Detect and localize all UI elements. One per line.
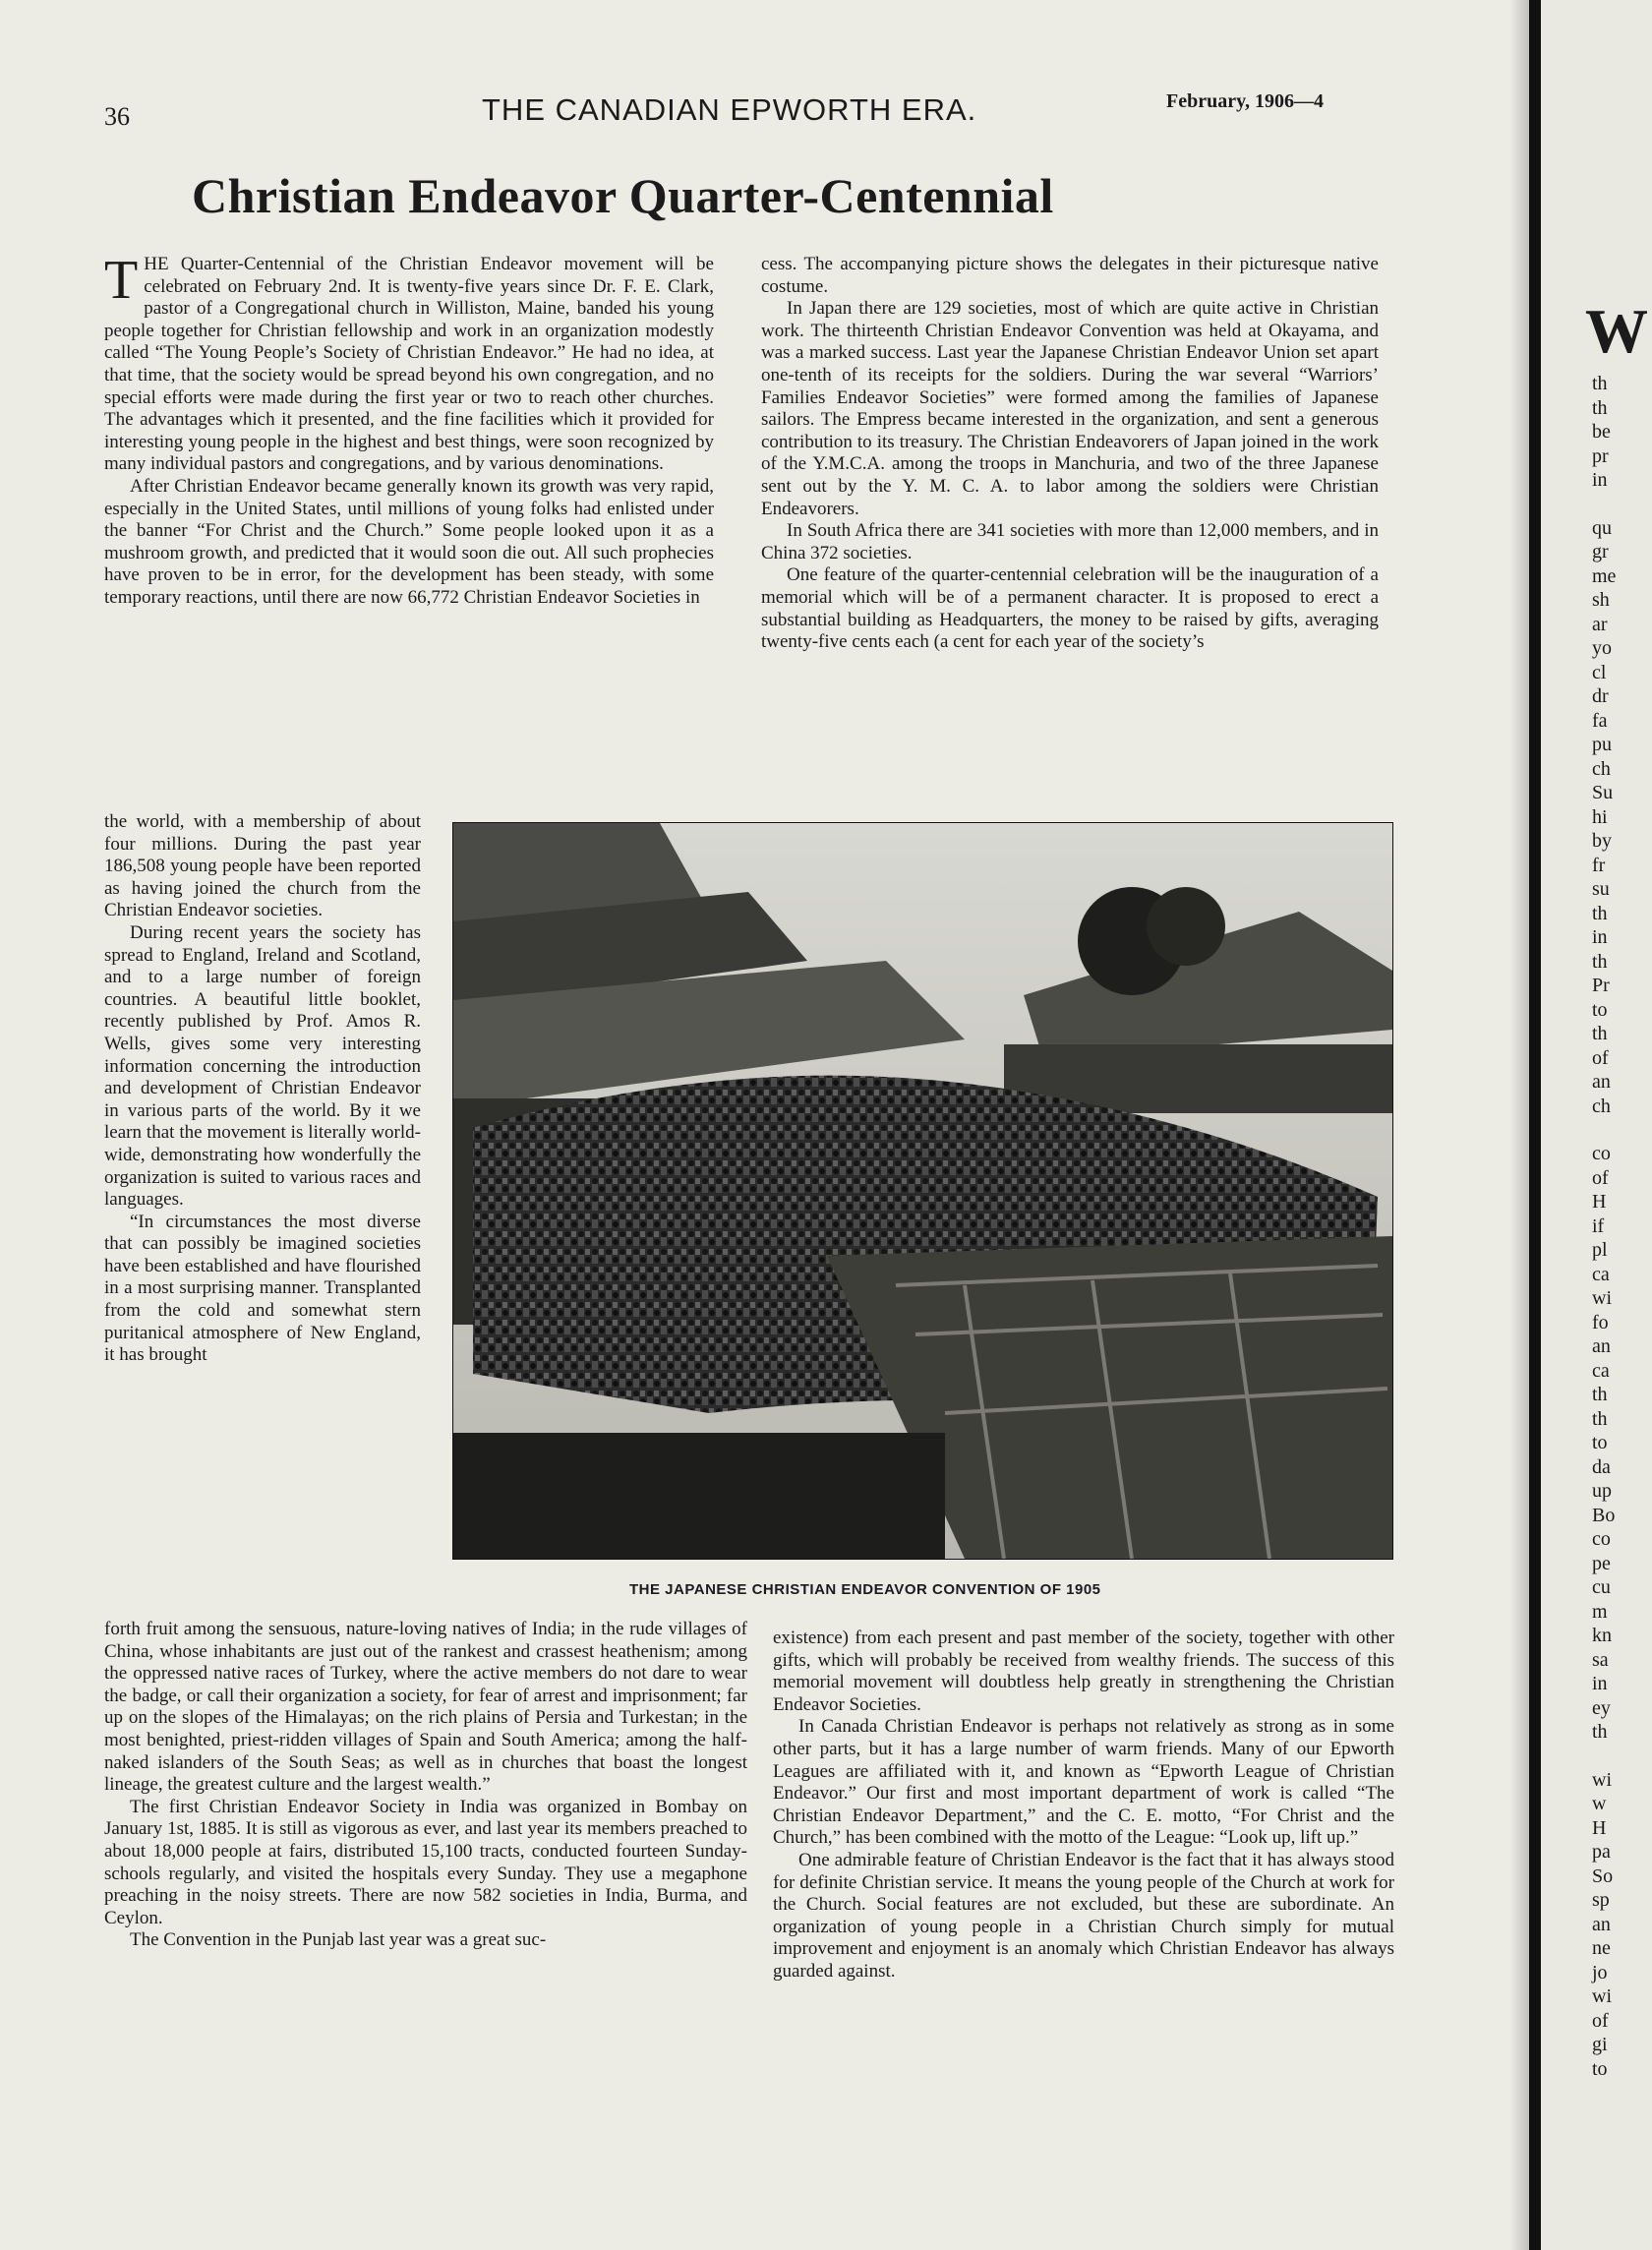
photo-illustration [453, 823, 1392, 1559]
adjacent-page-fragment-line: of [1592, 1166, 1609, 1189]
adjacent-page-fragment-line: pu [1592, 734, 1612, 755]
paragraph: One admirable feature of Christian Endeavor is the fact that it has always stood for definite Christian service. It means the young people of the Church at work for the Church. Social features are not excluded, but these are subordinate. An organization of young people in a Christian Church simply for mutual improvement and enjoyment is an anomaly which Christian Endeavor has always guarded against. [773, 1849, 1394, 1982]
paragraph: “In circumstances the most diverse that can possibly be imagined societies have been established and have flourished in a most surprising manner. Transplanted from the cold and somewhat stern puritanical atmosphere of New England, it has brought [104, 1211, 421, 1366]
adjacent-page-fragment-line: gr [1592, 541, 1609, 562]
adjacent-page-fragment-line: in [1592, 1673, 1608, 1694]
publication-title: THE CANADIAN EPWORTH ERA. [482, 92, 977, 127]
adjacent-page-fragment-line: in [1592, 469, 1608, 491]
adjacent-page-fragment-line: ne [1592, 1937, 1611, 1959]
adjacent-page-fragment-line: H [1592, 1191, 1607, 1213]
page-gutter-shadow [1509, 0, 1529, 2250]
adjacent-page-fragment-line: ca [1592, 1263, 1610, 1285]
paragraph: The Convention in the Punjab last year was a great suc- [130, 1929, 547, 1951]
adjacent-page-fragment-line: sa [1592, 1648, 1609, 1671]
adjacent-page-fragment-line: pa [1592, 1841, 1611, 1863]
adjacent-page-fragment-line: to [1592, 2057, 1608, 2080]
adjacent-page-fragment-line: in [1592, 926, 1608, 948]
adjacent-page-fragment-line: th [1592, 902, 1608, 924]
adjacent-page-fragment [1541, 0, 1652, 2250]
adjacent-page-fragment-line: dr [1592, 685, 1609, 707]
adjacent-page-fragment-line: th [1592, 373, 1608, 394]
issue-date: February, 1906—4 [1166, 90, 1324, 112]
article-headline: Christian Endeavor Quarter-Centennial [192, 168, 1054, 223]
paragraph: existence) from each present and past member of the society, together with other gifts, which will probably be received from wealthy friends. The success of this memorial movement will doubtless help greatly in strengthening the Christian Endeavor Societies. [773, 1628, 1394, 1715]
convention-photograph [452, 822, 1393, 1560]
adjacent-page-fragment-line: ch [1592, 757, 1611, 780]
page-spine [1529, 0, 1541, 2250]
adjacent-page-fragment-line: sp [1592, 1889, 1610, 1911]
adjacent-page-fragment-line: gi [1592, 2034, 1608, 2055]
adjacent-page-fragment-line: ar [1592, 613, 1608, 635]
adjacent-page-fragment-line: kn [1592, 1625, 1612, 1646]
adjacent-page-fragment-line: hi [1592, 805, 1608, 828]
adjacent-page-fragment-line: if [1592, 1214, 1605, 1237]
adjacent-page-fragment-line: me [1592, 564, 1617, 587]
adjacent-page-fragment-line: th [1592, 950, 1608, 973]
adjacent-page-fragment-line: fo [1592, 1311, 1609, 1333]
adjacent-page-fragment-line: pe [1592, 1552, 1611, 1574]
adjacent-page-fragment-line: be [1592, 421, 1611, 443]
article-column-2-bottom [773, 1628, 1394, 1984]
paragraph: In South Africa there are 341 societies with more than 12,000 members, and in China 372 societies. [761, 520, 1379, 563]
adjacent-page-fragment-line: w [1592, 1793, 1607, 1814]
paragraph: The first Christian Endeavor Society in India was organized in Bombay on January 1st, 1885. It is still as vigorous as ever, and last year its members preached to about 18,000 people at fairs, distributed 15,100 tracts, conducted fourteen Sunday-schools regularly, and visited the hospitals every Sunday. They use a megaphone preaching in the noisy streets. There are now 582 societies in India, Burma, and Ceylon. [104, 1796, 747, 1928]
adjacent-page-fragment-line: wi [1592, 1287, 1612, 1309]
adjacent-page-fragment-line: su [1592, 878, 1610, 900]
adjacent-page-fragment-line: Pr [1592, 975, 1610, 996]
article-column-1-narrow [104, 811, 421, 1367]
adjacent-page-fragment-line: th [1592, 1023, 1608, 1044]
adjacent-page-dropcap: W [1585, 296, 1648, 366]
adjacent-page-fragment-line: Bo [1592, 1504, 1616, 1526]
adjacent-page-fragment-line: th [1592, 1721, 1608, 1743]
adjacent-page-fragment-line: co [1592, 1528, 1611, 1550]
article-column-2-top [761, 254, 1379, 654]
paragraph: cess. The accompanying picture shows the delegates in their picturesque native costume. [761, 254, 1379, 297]
adjacent-page-fragment-line: wi [1592, 1985, 1612, 2007]
paragraph: forth fruit among the sensuous, nature-loving natives of India; in the rude villages of China, whose inhabitants are just out of the rankest and crassest heathenism; among the oppressed native races of Turkey, where the active members do not dare to wear the badge, or call their organization a society, for fear of arrest and imprisonment; far up on the slopes of the Himalayas; on the rich plains of Persia and Turkestan; in the most benighted, priest-ridden villages of Spain and South America; among the half-naked islanders of the South Seas; as well as in churches that boast the longest lineage, the greatest culture and the largest wealth.” [104, 1619, 747, 1796]
adjacent-page-fragment-line: ey [1592, 1696, 1611, 1719]
adjacent-page-fragment-line: yo [1592, 637, 1612, 659]
paragraph: THE Quarter-Centennial of the Christian Endeavor movement will be celebrated on February 2nd. It is twenty-five years since Dr. F. E. Clark, pastor of a Congregational church in Williston, Maine, banded his young people together for Christian fellowship and work in an organization modestly called “The Young People’s Society of Christian Endeavor.” He had no idea, at that time, that the society would be spread beyond his own congregation, and no special efforts were made during the first year or two to reach other churches. The advantages which it presented, and the fine facilities which it provided for interesting young people in the highest and best things, were soon recognized by many individual pastors and congregations, and by various denominations. [104, 250, 714, 475]
paragraph: After Christian Endeavor became generally known its growth was very rapid, especially in the United States, until millions of young folks had enlisted under the banner “For Christ and the Church.” Some people looked upon it as a mushroom growth, and predicted that it would soon die out. All such prophecies have proven to be in error, for the development has been steady, with some temporary reactions, until there are now 66,772 Christian Endeavor Societies in [104, 475, 714, 608]
paragraph: One feature of the quarter-centennial celebration will be the inauguration of a memorial which will be of a permanent character. It is proposed to erect a substantial building as Headquarters, the money to be raised by gifts, averaging twenty-five cents each (a cent for each year of the society’s [761, 564, 1379, 653]
adjacent-page-fragment-line: an [1592, 1071, 1611, 1093]
adjacent-page-fragment-line: pr [1592, 444, 1609, 467]
adjacent-page-fragment-line: da [1592, 1455, 1611, 1478]
adjacent-page-fragment-line: of [1592, 2009, 1609, 2032]
paragraph: In Japan there are 129 societies, most of which are quite active in Christian work. The thirteenth Christian Endeavor Convention was held at Okayama, and was a marked success. Last year the Japanese Christian Endeavor Union set apart one-tenth of its receipts for the soldiers. During the war several “Warriors’ Families Endeavor Societies” were formed among the families of Japanese sailors. The Empress became interested in the organization, and sent a generous contribution to its treasury. The Christian Endeavorers of Japan joined in the work of the Y.M.C.A. among the troops in Manchuria, and two of the three Japanese sent out by the Y. M. C. A. to labor among the soldiers were Christian Endeavorers. [761, 298, 1379, 519]
adjacent-page-fragment-line: H [1592, 1816, 1607, 1839]
adjacent-page-fragment-line: sh [1592, 589, 1610, 611]
adjacent-page-fragment-line: to [1592, 998, 1608, 1021]
paragraph: In Canada Christian Endeavor is perhaps not relatively as strong as in some other parts, but it has a large number of warm friends. Many of our Epworth Leagues are affiliated with it, and known as “Epworth League of Christian Endeavor.” Our first and most important department of work is called “The Christian Endeavor Department,” and the C. E. motto, “For Christ and the Church,” has been combined with the motto of the League: “Look up, lift up.” [773, 1716, 1394, 1849]
adjacent-page-fragment-line: ch [1592, 1095, 1611, 1117]
adjacent-page-fragment-line: to [1592, 1432, 1608, 1453]
adjacent-page-fragment-line: up [1592, 1480, 1612, 1502]
adjacent-page-fragment-line: th [1592, 1407, 1608, 1430]
adjacent-page-fragment-line: co [1592, 1143, 1611, 1164]
adjacent-page-fragment-line: cu [1592, 1576, 1611, 1598]
adjacent-page-fragment-line: fr [1592, 854, 1606, 876]
adjacent-page-fragment-line: th [1592, 396, 1608, 419]
adjacent-page-fragment-line: cl [1592, 661, 1607, 683]
adjacent-page-fragment-line: an [1592, 1335, 1611, 1357]
adjacent-page-fragment-line: pl [1592, 1239, 1608, 1261]
adjacent-page-fragment-line: m [1592, 1600, 1608, 1623]
photo-caption: THE JAPANESE CHRISTIAN ENDEAVOR CONVENTION OF 1905 [629, 1581, 1101, 1598]
adjacent-page-fragment-line: fa [1592, 709, 1608, 732]
adjacent-page-fragment-line: an [1592, 1913, 1611, 1935]
adjacent-page-fragment-line: Su [1592, 782, 1614, 803]
drop-cap: T [104, 250, 139, 311]
article-column-1-bottom [104, 1619, 747, 1952]
paragraph: the world, with a membership of about four millions. During the past year 186,508 young people have been reported as having joined the church from the Christian Endeavor societies. [104, 811, 421, 921]
article-column-1-top [104, 250, 714, 610]
adjacent-page-fragment-line: jo [1592, 1961, 1608, 1984]
adjacent-page-fragment-line: qu [1592, 516, 1612, 539]
adjacent-page-fragment-line: by [1592, 830, 1612, 852]
adjacent-page-fragment-line: wi [1592, 1768, 1612, 1791]
adjacent-page-fragment-line: th [1592, 1384, 1608, 1405]
adjacent-page-fragment-line: ca [1592, 1359, 1610, 1382]
adjacent-page-fragment-line: of [1592, 1046, 1609, 1069]
page-number: 36 [104, 102, 130, 131]
paragraph: During recent years the society has spread to England, Ireland and Scotland, and to a large number of foreign countries. A beautiful little booklet, recently published by Prof. Amos R. Wells, gives some very interesting information concerning the introduction and development of Christian Endeavor in various parts of the world. By it we learn that the movement is literally world-wide, demonstrating how wonderfully the organization is suited to various races and languages. [104, 921, 421, 1211]
adjacent-page-fragment-line: So [1592, 1865, 1614, 1887]
